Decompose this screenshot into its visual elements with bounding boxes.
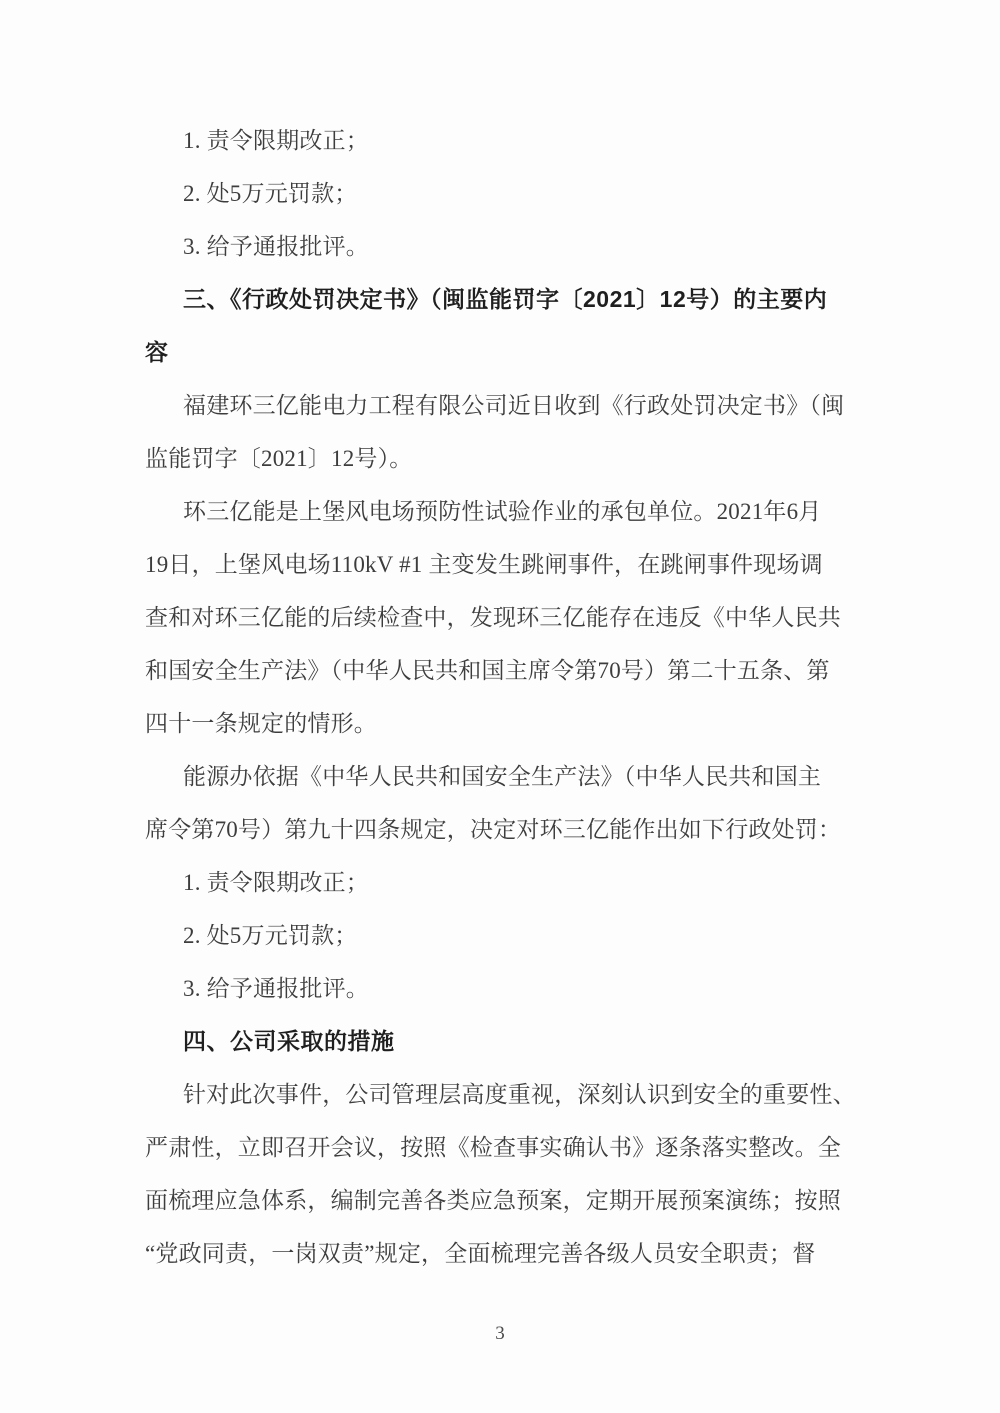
paragraph-incident-line-4: 和国安全生产法》（中华人民共和国主席令第70号）第二十五条、第 [145,658,830,683]
paragraph-incident-line-3: 查和对环三亿能的后续检查中，发现环三亿能存在违反《中华人民共 [145,605,841,630]
penalty-list-2-item-2: 2. 处5万元罚款； [183,923,358,948]
paragraph-notice-line-2: 监能罚字〔2021〕12号）。 [145,446,413,471]
section-3-heading-line-1: 三、《行政处罚决定书》（闽监能罚字〔2021〕12号）的主要内 [183,286,828,312]
paragraph-notice-line-1: 福建环三亿能电力工程有限公司近日收到《行政处罚决定书》（闽 [183,393,845,418]
penalty-list-item-3: 3. 给予通报批评。 [183,234,369,259]
paragraph-incident-line-5: 四十一条规定的情形。 [145,711,377,736]
paragraph-measures-line-2: 严肃性，立即召开会议，按照《检查事实确认书》逐条落实整改。全 [145,1135,841,1160]
paragraph-measures-line-4: “党政同责，一岗双责”规定，全面梳理完善各级人员安全职责；督 [145,1241,816,1266]
section-4-heading: 四、公司采取的措施 [183,1028,395,1054]
paragraph-decision-line-1: 能源办依据《中华人民共和国安全生产法》（中华人民共和国主 [183,764,822,789]
penalty-list-2-item-3: 3. 给予通报批评。 [183,976,369,1001]
paragraph-measures-line-3: 面梳理应急体系，编制完善各类应急预案，定期开展预案演练；按照 [145,1188,841,1213]
paragraph-measures-line-1: 针对此次事件，公司管理层高度重视，深刻认识到安全的重要性、 [183,1082,856,1107]
paragraph-decision-line-2: 席令第70号）第九十四条规定，决定对环三亿能作出如下行政处罚： [145,817,842,842]
section-3-heading-line-2: 容 [145,339,169,365]
document-body [145,114,862,1280]
page-number: 3 [495,1323,505,1344]
paragraph-incident-line-2: 19日，上堡风电场110kV #1 主变发生跳闸事件，在跳闸事件现场调 [145,552,823,577]
penalty-list-2-item-1: 1. 责令限期改正； [183,870,369,895]
penalty-list-item-2: 2. 处5万元罚款； [183,181,358,206]
penalty-list-item-1: 1. 责令限期改正； [183,128,369,153]
paragraph-incident-line-1: 环三亿能是上堡风电场预防性试验作业的承包单位。2021年6月 [183,499,822,524]
